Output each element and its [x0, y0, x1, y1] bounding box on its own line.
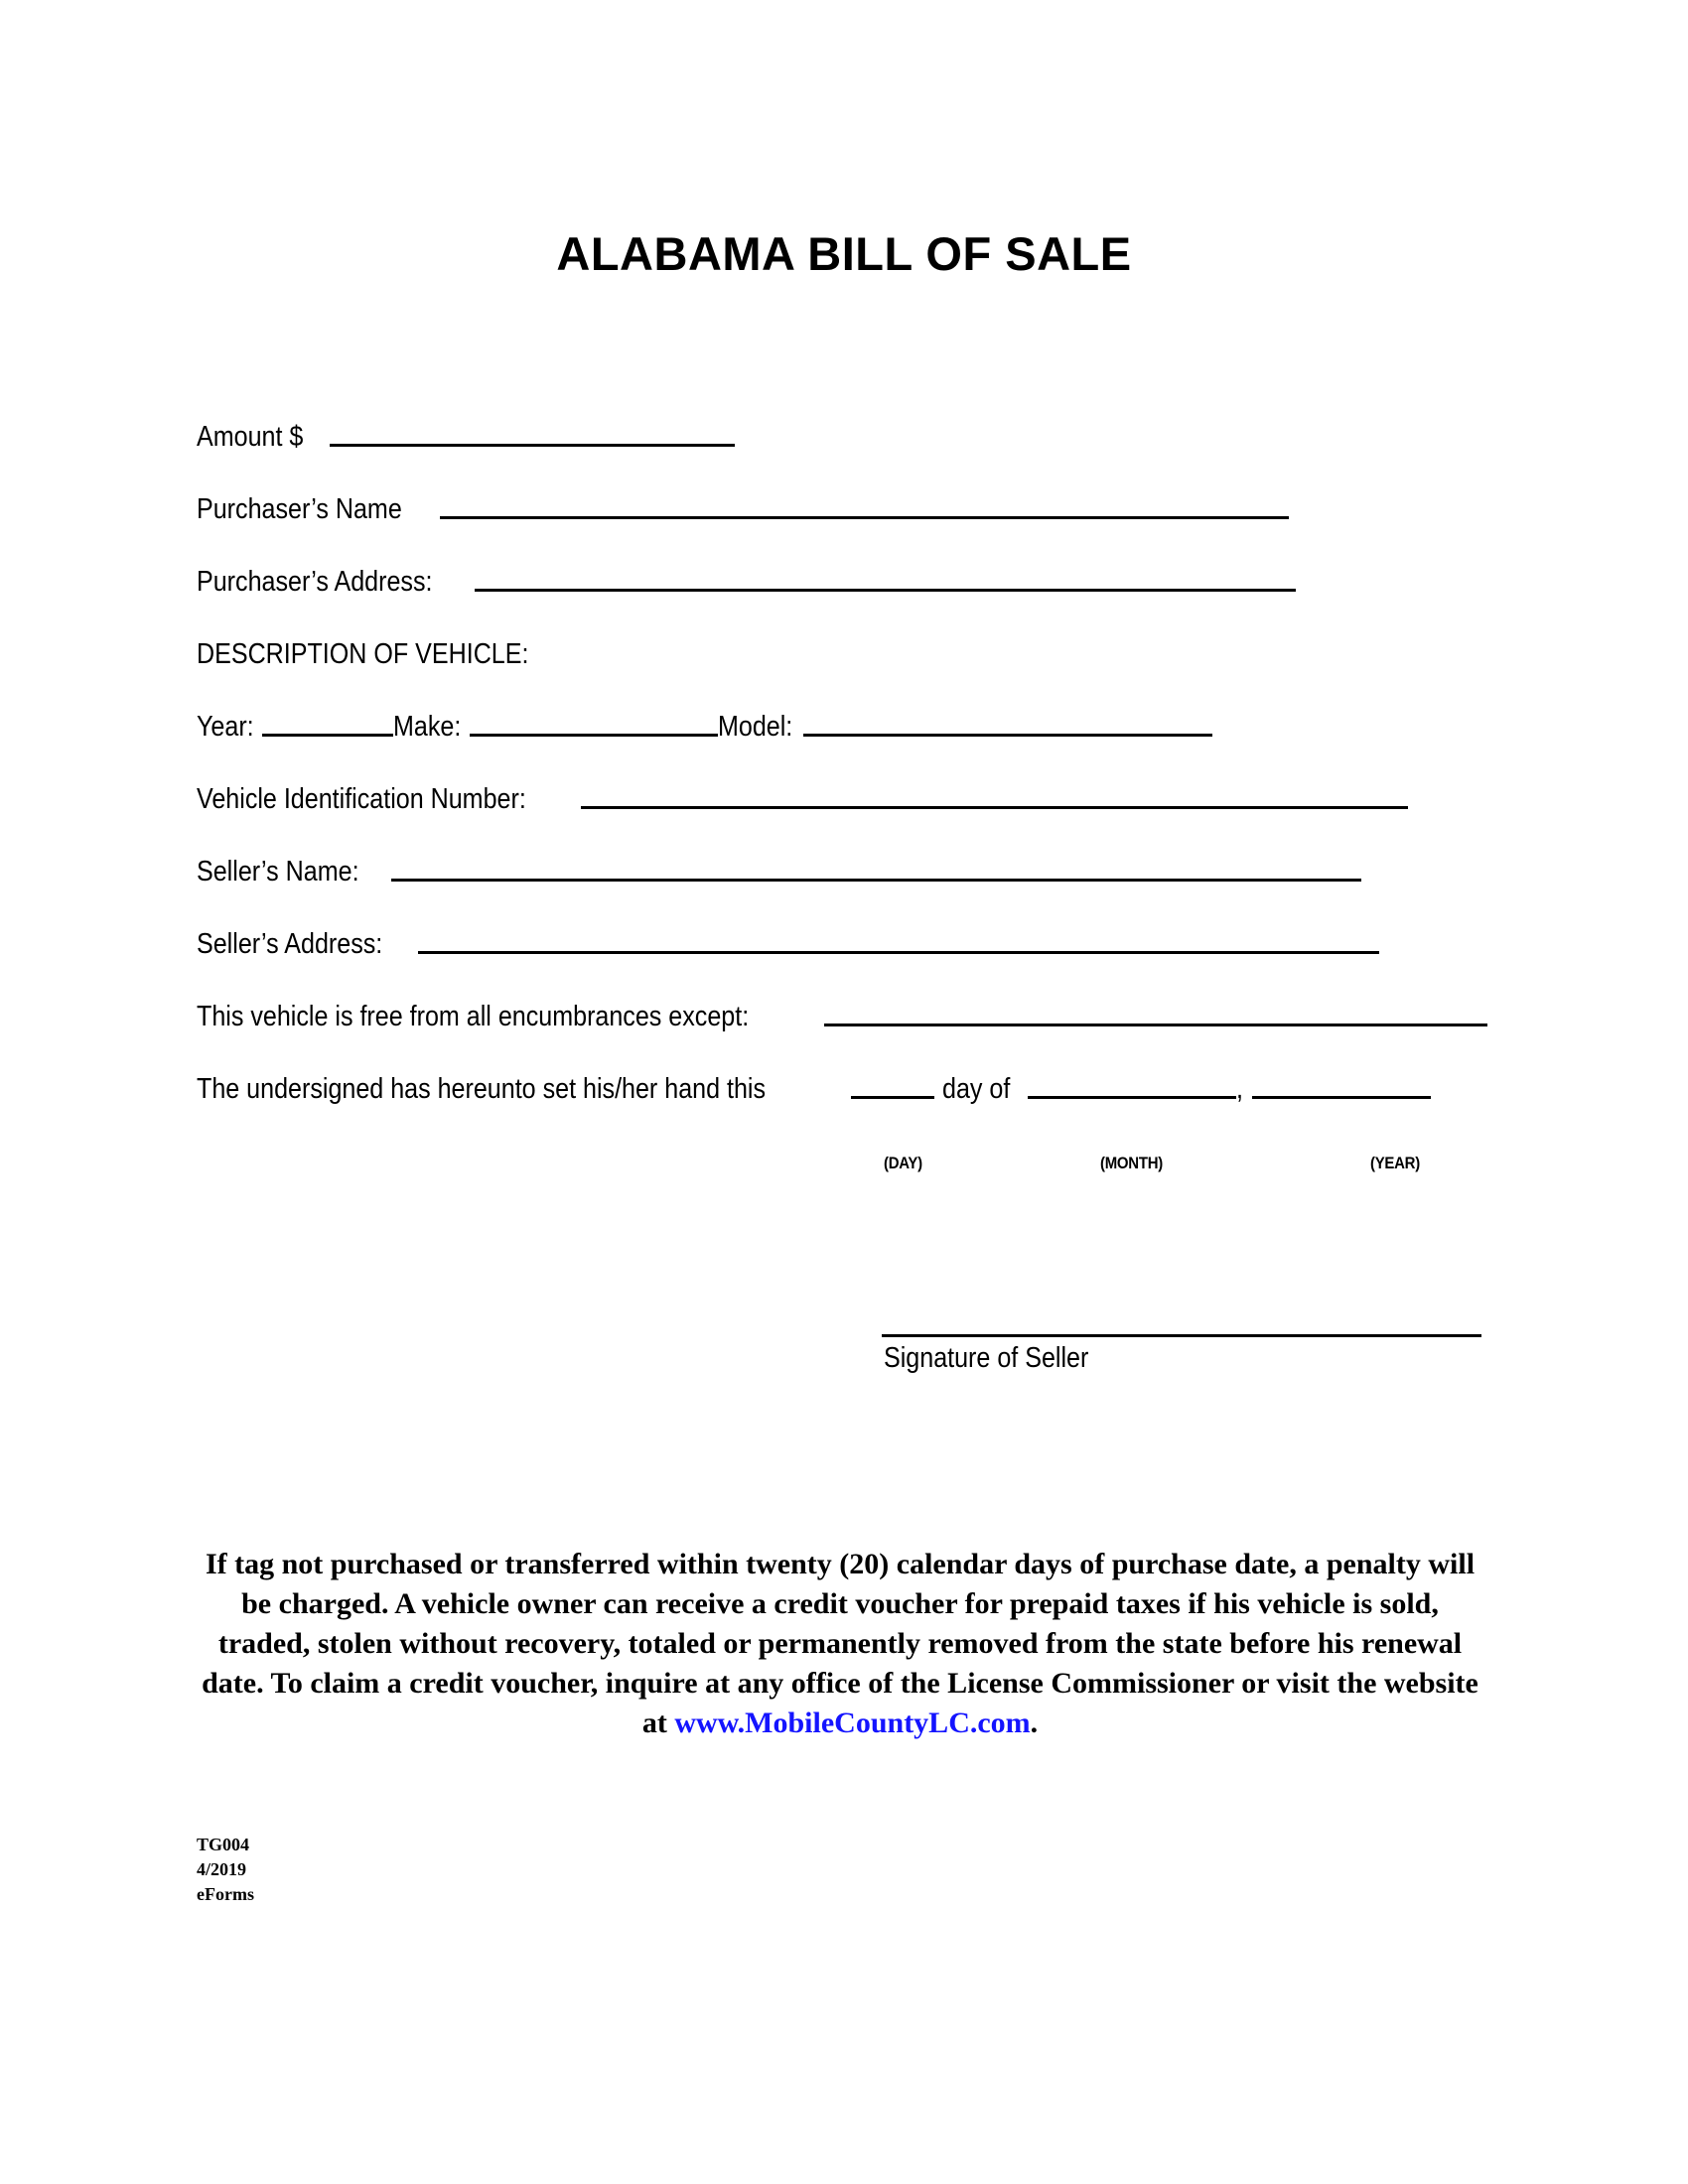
signature-of-seller-input[interactable] [882, 1334, 1481, 1337]
disclaimer-line-3: vehicle is sold, traded, stolen without recovery, totaled or permanently removed from the state [217, 1587, 1439, 1660]
month-input[interactable] [1028, 1096, 1236, 1099]
day-of-label: day of [942, 1073, 1011, 1105]
disclaimer-line-2: penalty will be charged. A vehicle owner can receive a credit voucher for prepaid taxes if his [241, 1548, 1476, 1620]
footer-codes [197, 1833, 254, 1907]
date-captions [0, 1154, 1688, 1177]
revision-date: 4/2019 [197, 1859, 247, 1879]
description-of-vehicle-heading: DESCRIPTION OF VEHICLE: [197, 638, 529, 670]
purchaser-address-input[interactable] [475, 589, 1296, 592]
month-caption: (MONTH) [1100, 1154, 1163, 1172]
field-row-vin [197, 742, 1487, 814]
form-fields [197, 379, 1487, 1104]
field-row-undersigned-date [197, 1031, 1487, 1104]
seller-name-input[interactable] [391, 879, 1361, 882]
field-row-year-make-model [197, 669, 1487, 742]
year-label: Year: [197, 711, 254, 743]
disclaimer-line-1: If tag not purchased or transferred within twenty (20) calendar days of purchase date, a [205, 1548, 1320, 1580]
seller-address-input[interactable] [418, 951, 1379, 954]
signature-of-seller-label: Signature of Seller [884, 1342, 1089, 1374]
date-comma-label: , [1235, 1073, 1243, 1105]
field-row-amount [197, 379, 1487, 452]
vin-label: Vehicle Identification Number: [197, 783, 526, 815]
seller-address-label: Seller’s Address: [197, 928, 383, 960]
purchaser-address-label: Purchaser’s Address: [197, 566, 433, 598]
model-label: Model: [718, 711, 793, 743]
make-input[interactable] [470, 734, 718, 737]
amount-input[interactable] [330, 444, 735, 447]
purchaser-name-input[interactable] [440, 516, 1289, 519]
purchaser-name-label: Purchaser’s Name [197, 493, 402, 525]
field-row-encumbrances [197, 959, 1487, 1031]
form-code: TG004 [197, 1835, 250, 1854]
year-of-date-input[interactable] [1252, 1096, 1431, 1099]
vin-input[interactable] [581, 806, 1408, 809]
field-row-seller-name [197, 814, 1487, 887]
day-input[interactable] [851, 1096, 934, 1099]
penalty-disclaimer [195, 1545, 1485, 1743]
field-row-description-heading [197, 597, 1487, 669]
make-label: Make: [392, 711, 461, 743]
encumbrances-label: This vehicle is free from all encumbrances except: [197, 1001, 750, 1032]
seller-name-label: Seller’s Name: [197, 856, 359, 887]
source-label: eForms [197, 1884, 254, 1904]
encumbrances-input[interactable] [824, 1024, 1487, 1026]
disclaimer-line-5-suffix: . [1030, 1706, 1039, 1739]
field-row-purchaser-name [197, 452, 1487, 524]
model-input[interactable] [803, 734, 1212, 737]
disclaimer-line-4: before his renewal date. To claim a credit voucher, inquire at any office of the License [202, 1627, 1463, 1700]
field-row-seller-address [197, 887, 1487, 959]
undersigned-prefix-label: The undersigned has hereunto set his/her hand this [197, 1073, 767, 1105]
disclaimer-line-5-prefix: Commissioner or visit the website at [641, 1667, 1478, 1739]
field-row-purchaser-address [197, 524, 1487, 597]
year-caption: (YEAR) [1370, 1154, 1420, 1172]
day-caption: (DAY) [884, 1154, 922, 1172]
mobile-county-lc-link[interactable]: www.MobileCountyLC.com [674, 1706, 1031, 1739]
year-input[interactable] [262, 734, 393, 737]
amount-label: Amount $ [197, 421, 304, 453]
page-title: ALABAMA BILL OF SALE [556, 227, 1132, 280]
